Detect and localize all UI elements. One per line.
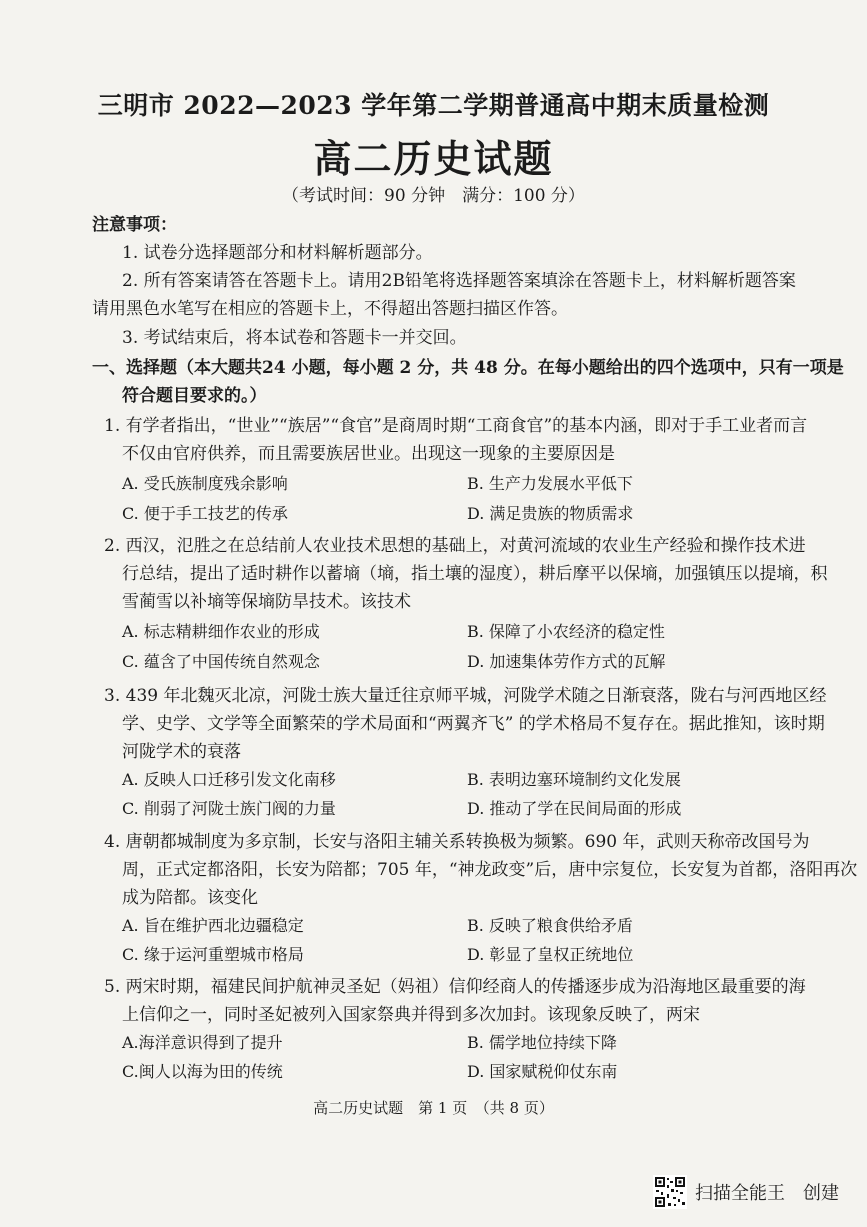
section-heading: 一、选择题（本大题共24 小题，每小题 2 分，共 48 分。在每小题给出的四个选项中，只有一项是 <box>92 358 844 378</box>
question-4-option-d: D. 彰显了皇权正统地位 <box>467 945 634 964</box>
question-3-option-a: A. 反映人口迁移引发文化南移 <box>122 770 336 789</box>
question-2-option-c: C. 蕴含了中国传统自然观念 <box>122 652 320 671</box>
question-2-option-a: A. 标志精耕细作农业的形成 <box>122 622 320 641</box>
page-title: 高二历史试题 <box>313 136 554 181</box>
notice-item: 1. 试卷分选择题部分和材料解析题部分。 <box>122 243 433 263</box>
question-3-stem: 3. 439 年北魏灭北凉，河陇士族大量迁往京师平城，河陇学术随之日渐衰落，陇右与河西地区经 <box>104 686 827 706</box>
exam-header-line: 三明市 2022—2023 学年第二学期普通高中期末质量检测 <box>97 91 770 120</box>
watermark-text: 扫描全能王 创建 <box>695 1183 839 1204</box>
notice-item: 2. 所有答案请答在答题卡上。请用2B铅笔将选择题答案填涂在答题卡上，材料解析题答案 <box>122 271 796 291</box>
question-1-stem: 1. 有学者指出，“世业”“族居”“食官”是商周时期“工商食官”的基本内涵，即对于手工业者而言 <box>104 416 808 436</box>
question-3-stem: 学、史学、文学等全面繁荣的学术局面和“两翼齐飞” 的学术格局不复存在。据此推知，该时期 <box>122 714 825 734</box>
notice-title: 注意事项： <box>92 215 177 235</box>
notice-item: 3. 考试结束后，将本试卷和答题卡一并交回。 <box>122 328 467 348</box>
qr-code-icon <box>653 1175 687 1209</box>
question-4-option-c: C. 缘于运河重塑城市格局 <box>122 945 304 964</box>
question-2-option-d: D. 加速集体劳作方式的瓦解 <box>467 652 666 671</box>
notice-item: 请用黑色水笔写在相应的答题卡上，不得超出答题扫描区作答。 <box>92 299 568 319</box>
question-1-option-d: D. 满足贵族的物质需求 <box>467 504 634 523</box>
question-4-stem: 4. 唐朝都城制度为多京制，长安与洛阳主辅关系转换极为频繁。690 年，武则天称帝改国号为 <box>104 832 810 852</box>
question-5-option-a: A.海洋意识得到了提升 <box>122 1033 283 1052</box>
question-1-option-c: C. 便于手工技艺的传承 <box>122 504 288 523</box>
question-5-stem: 上信仰之一，同时圣妃被列入国家祭典并得到多次加封。该现象反映了，两宋 <box>122 1005 700 1025</box>
question-5-option-c: C.闽人以海为田的传统 <box>122 1062 283 1081</box>
scanner-watermark <box>653 1170 853 1214</box>
question-2-stem: 雪蔺雪以补墒等保墒防旱技术。该技术 <box>122 592 411 612</box>
question-3-option-b: B. 表明边塞环境制约文化发展 <box>467 770 681 789</box>
question-2-stem: 行总结，提出了适时耕作以蓄墒（墒，指土壤的湿度），耕后摩平以保墒，加强镇压以提墒，积 <box>122 564 828 584</box>
question-4-option-a: A. 旨在维护西北边疆稳定 <box>122 916 304 935</box>
page-footer: 高二历史试题 第 1 页 （共 8 页） <box>313 1099 554 1117</box>
question-4-stem: 周，正式定都洛阳，长安为陪都；705 年，“神龙政变”后，唐中宗复位，长安复为首都，洛阳再次 <box>122 860 858 880</box>
question-3-option-d: D. 推动了学在民间局面的形成 <box>467 799 682 818</box>
question-5-option-b: B. 儒学地位持续下降 <box>467 1033 617 1052</box>
exam-time-score: （考试时间：90 分钟 满分：100 分） <box>282 186 585 206</box>
question-1-option-a: A. 受氏族制度残余影响 <box>122 474 288 493</box>
section-heading-cont: 符合题目要求的。） <box>122 386 267 406</box>
question-3-stem: 河陇学术的衰落 <box>122 742 241 762</box>
question-1-option-b: B. 生产力发展水平低下 <box>467 474 633 493</box>
question-4-stem: 成为陪都。该变化 <box>122 888 258 908</box>
question-1-stem: 不仅由官府供养，而且需要族居世业。出现这一现象的主要原因是 <box>122 444 615 464</box>
question-2-option-b: B. 保障了小农经济的稳定性 <box>467 622 665 641</box>
question-5-stem: 5. 两宋时期，福建民间护航神灵圣妃（妈祖）信仰经商人的传播逐步成为沿海地区最重要的海 <box>104 977 806 997</box>
question-2-stem: 2. 西汉，氾胜之在总结前人农业技术思想的基础上，对黄河流域的农业生产经验和操作技术进 <box>104 536 806 556</box>
question-3-option-c: C. 削弱了河陇士族门阀的力量 <box>122 799 336 818</box>
question-5-option-d: D. 国家赋税仰仗东南 <box>467 1062 618 1081</box>
question-4-option-b: B. 反映了粮食供给矛盾 <box>467 916 633 935</box>
